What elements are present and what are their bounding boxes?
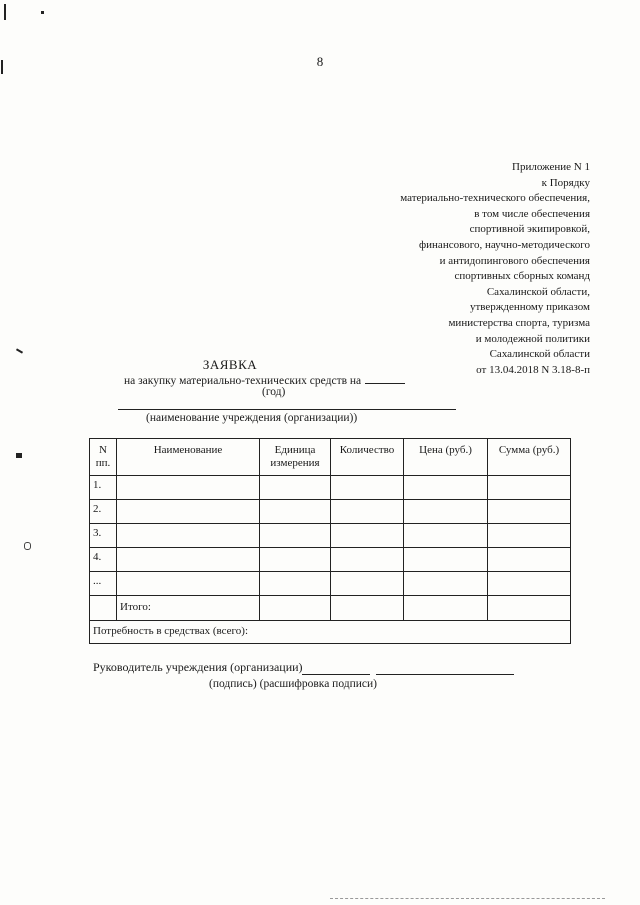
table-header-row <box>90 439 571 476</box>
name-cell[interactable] <box>117 548 260 572</box>
total-unit-cell[interactable] <box>260 596 331 621</box>
year-caption: (год) <box>262 386 286 398</box>
total-number-cell <box>90 596 117 621</box>
name-cell[interactable] <box>117 572 260 596</box>
appendix-line: Сахалинской области, <box>486 285 590 298</box>
row-number: ... <box>90 572 117 596</box>
appendix-line: спортивной экипировкой, <box>469 223 590 236</box>
appendix-line: утвержденному приказом <box>469 301 590 314</box>
col-header-number: N пп. <box>90 439 117 476</box>
price-cell[interactable] <box>404 476 488 500</box>
document-subtitle <box>124 373 405 387</box>
col-header-unit: Единица измерения <box>260 439 331 476</box>
scan-mark <box>41 11 44 14</box>
org-name-field[interactable] <box>118 409 456 410</box>
price-cell[interactable] <box>404 572 488 596</box>
appendix-line: материально-технического обеспечения, <box>400 192 590 205</box>
appendix-line: от 13.04.2018 N 3.18-8-п <box>476 363 590 376</box>
scan-mark <box>16 453 22 458</box>
name-cell[interactable] <box>117 524 260 548</box>
row-number: 4. <box>90 548 117 572</box>
unit-cell[interactable] <box>260 524 331 548</box>
table-row <box>90 500 571 524</box>
table-row <box>90 476 571 500</box>
subtitle-text: на закупку материально-технических средств на <box>124 375 362 387</box>
appendix-line: финансового, научно-методического <box>419 238 590 251</box>
appendix-block <box>330 160 590 378</box>
total-label: Итого: <box>117 596 260 621</box>
appendix-line: Приложение N 1 <box>512 161 590 173</box>
year-blank-field[interactable] <box>365 373 405 384</box>
price-cell[interactable] <box>404 524 488 548</box>
appendix-line: Сахалинской области <box>489 348 590 361</box>
total-price-cell[interactable] <box>404 596 488 621</box>
col-header-name: Наименование <box>117 439 260 476</box>
request-table <box>89 438 571 644</box>
scan-mark <box>24 542 31 550</box>
unit-cell[interactable] <box>260 500 331 524</box>
sum-cell[interactable] <box>488 524 571 548</box>
signature-decoding-field[interactable] <box>376 674 514 675</box>
unit-cell[interactable] <box>260 572 331 596</box>
unit-cell[interactable] <box>260 476 331 500</box>
row-number: 2. <box>90 500 117 524</box>
col-header-sum: Сумма (руб.) <box>488 439 571 476</box>
quantity-cell[interactable] <box>331 500 404 524</box>
signer-label: Руководитель учреждения (организации) <box>93 660 303 674</box>
table-row <box>90 524 571 548</box>
name-cell[interactable] <box>117 476 260 500</box>
document-title: ЗАЯВКА <box>202 357 258 372</box>
appendix-line: и антидопингового обеспечения <box>439 254 590 267</box>
total-row <box>90 596 571 621</box>
table-row <box>90 572 571 596</box>
price-cell[interactable] <box>404 548 488 572</box>
sum-cell[interactable] <box>488 476 571 500</box>
scan-mark <box>16 348 23 353</box>
scan-mark <box>330 898 605 899</box>
page-number: 8 <box>316 54 324 69</box>
appendix-line: и молодежной политики <box>475 332 590 345</box>
quantity-cell[interactable] <box>331 548 404 572</box>
total-quantity-cell[interactable] <box>331 596 404 621</box>
signature-field[interactable] <box>302 674 370 675</box>
sum-cell[interactable] <box>488 500 571 524</box>
scan-mark <box>4 4 6 20</box>
quantity-cell[interactable] <box>331 524 404 548</box>
row-number: 3. <box>90 524 117 548</box>
quantity-cell[interactable] <box>331 476 404 500</box>
sum-cell[interactable] <box>488 572 571 596</box>
appendix-line: в том числе обеспечения <box>474 207 590 220</box>
price-cell[interactable] <box>404 500 488 524</box>
org-caption: (наименование учреждения (организации)) <box>146 412 358 424</box>
row-number: 1. <box>90 476 117 500</box>
quantity-cell[interactable] <box>331 572 404 596</box>
signature-caption: (подпись) (расшифровка подписи) <box>209 678 378 690</box>
need-label: Потребность в средствах (всего): <box>90 621 571 644</box>
appendix-line: к Порядку <box>541 176 590 189</box>
col-header-quantity: Количество <box>331 439 404 476</box>
total-sum-cell[interactable] <box>488 596 571 621</box>
name-cell[interactable] <box>117 500 260 524</box>
appendix-line: министерства спорта, туризма <box>448 316 590 329</box>
sum-cell[interactable] <box>488 548 571 572</box>
table-row <box>90 548 571 572</box>
unit-cell[interactable] <box>260 548 331 572</box>
appendix-line: спортивных сборных команд <box>454 270 590 283</box>
col-header-price: Цена (руб.) <box>404 439 488 476</box>
need-row <box>90 621 571 644</box>
